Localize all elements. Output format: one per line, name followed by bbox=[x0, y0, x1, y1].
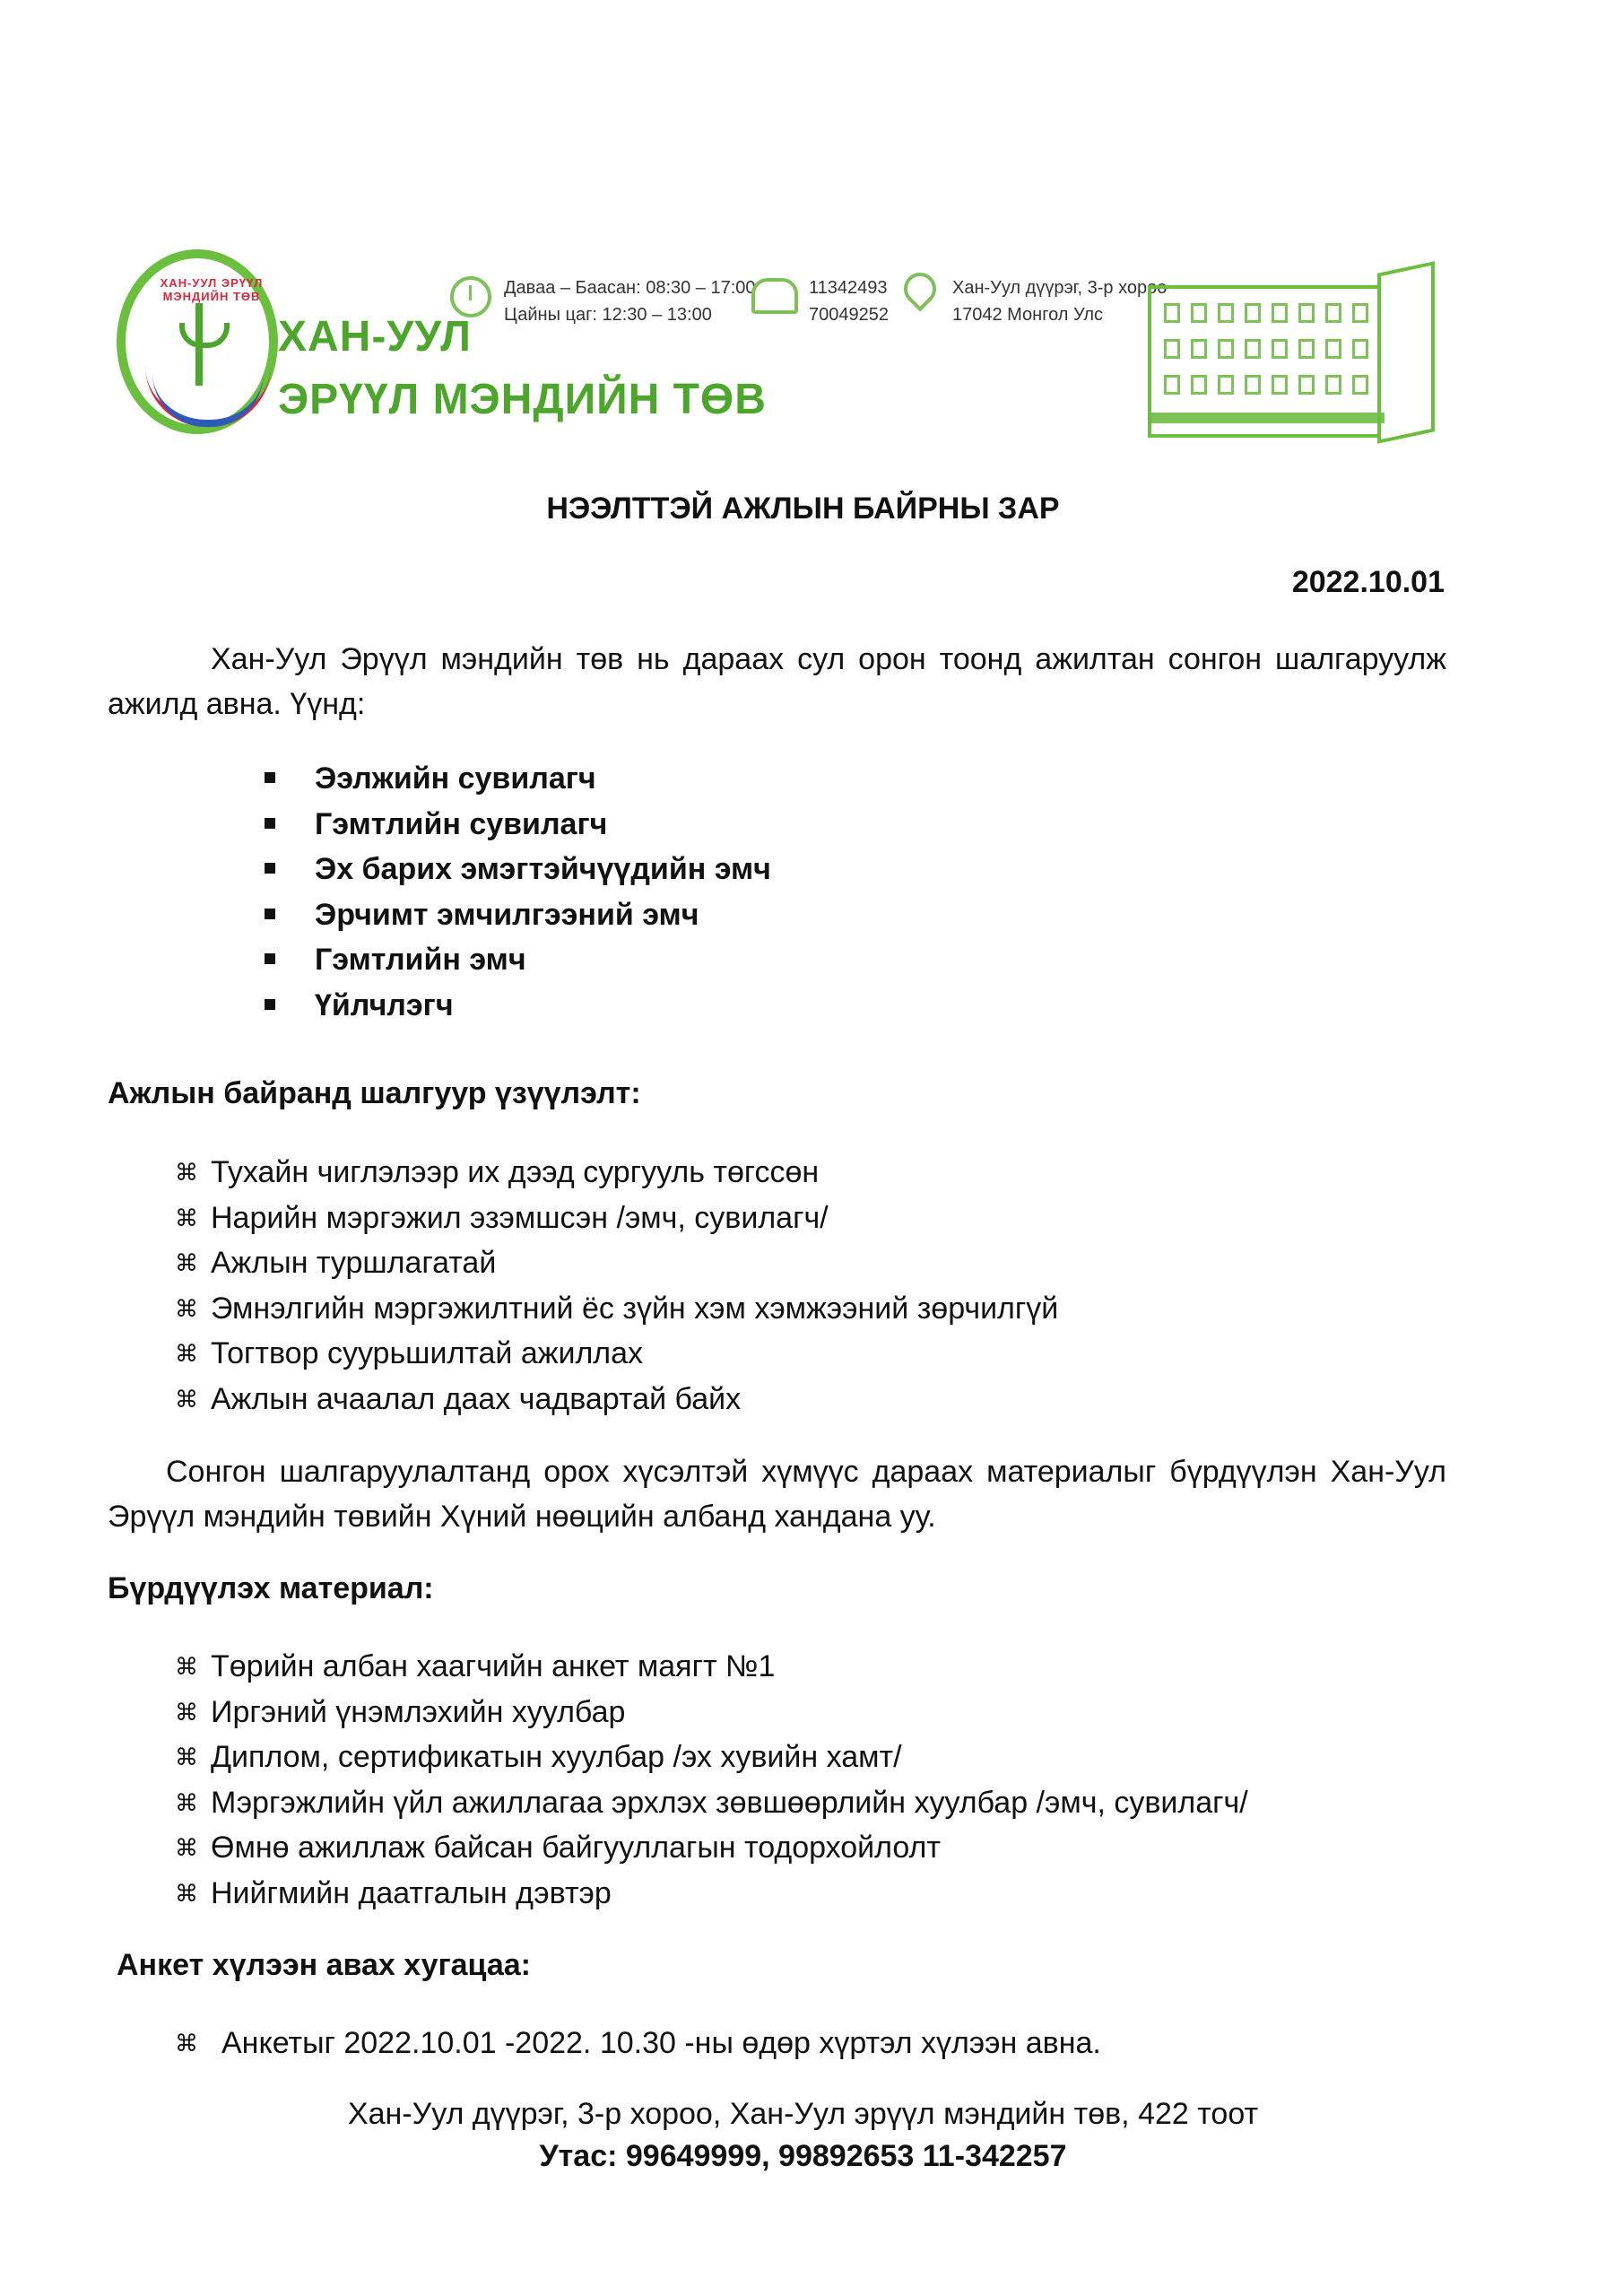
building-window bbox=[1298, 375, 1315, 395]
building-window bbox=[1164, 339, 1180, 359]
star-bullet-icon: ⌘ bbox=[175, 1698, 198, 1726]
list-item: Эрчимт эмчилгээний эмч bbox=[265, 892, 771, 938]
list-item: Гэмтлийн сувилагч bbox=[265, 802, 771, 848]
star-bullet-icon: ⌘ bbox=[175, 1249, 198, 1276]
requirements-heading: Ажлын байранд шалгуур үзүүлэлт: bbox=[108, 1076, 641, 1110]
hours-info bbox=[504, 274, 756, 328]
location-pin-icon bbox=[898, 266, 943, 312]
building-window bbox=[1245, 303, 1261, 323]
list-item: ⌘ Нийгмийн даатгалын дэвтэр bbox=[175, 1871, 1248, 1917]
footer-address: Хан-Уул дүүрэг, 3-р хороо, Хан-Уул эрүүл мэндийн төв, 422 тоот bbox=[347, 2097, 1259, 2131]
square-bullet-icon bbox=[265, 909, 275, 919]
phone-icon bbox=[751, 278, 798, 314]
building-window bbox=[1191, 303, 1207, 323]
clock-icon bbox=[450, 276, 491, 317]
list-item: ⌘ Өмнө ажиллаж байсан байгууллагын тодорхойлолт bbox=[175, 1825, 1248, 1871]
logo bbox=[117, 249, 278, 434]
logo-bowl bbox=[179, 323, 230, 348]
footer-phone: Утас: 99649999, 99892653 11-342257 bbox=[539, 2139, 1067, 2173]
star-bullet-icon: ⌘ bbox=[175, 1385, 198, 1413]
brand-name-line2: ЭРҮҮЛ МЭНДИЙН ТӨВ bbox=[278, 376, 767, 423]
instructions-paragraph: Сонгон шалгаруулалтанд орох хүсэлтэй хүмүүс дараах материалыг бүрдүүлэн Хан-Уул Эрүүл мэндийн төвийн Хүний нөөцийн албанд хандана уу. bbox=[108, 1455, 1446, 1534]
address-line2: 17042 Монгол Улс bbox=[952, 305, 1104, 325]
list-item: ⌘ Мэргэжлийн үйл ажиллагаа эрхлэх зөвшөөрлийн хуулбар /эмч, сувилагч/ bbox=[175, 1780, 1248, 1826]
materials-list bbox=[175, 1644, 1248, 1916]
phone-info bbox=[809, 274, 889, 328]
header-banner bbox=[108, 231, 1448, 456]
building-window bbox=[1272, 375, 1288, 395]
square-bullet-icon bbox=[265, 818, 275, 829]
building-sign-band bbox=[1151, 413, 1385, 423]
star-bullet-icon: ⌘ bbox=[175, 1744, 198, 1770]
star-bullet-icon: ⌘ bbox=[175, 1788, 198, 1816]
list-item: ⌘ Нарийн мэргэжил эзэмшсэн /эмч, сувилагч/ bbox=[175, 1196, 1058, 1241]
phone-line2: 70049252 bbox=[809, 305, 889, 325]
star-bullet-icon: ⌘ bbox=[175, 1653, 198, 1680]
square-bullet-icon bbox=[265, 772, 275, 783]
star-bullet-icon: ⌘ bbox=[175, 1159, 198, 1186]
star-bullet-icon: ⌘ bbox=[175, 1204, 198, 1231]
building-window bbox=[1245, 339, 1261, 359]
building-window bbox=[1272, 339, 1288, 359]
list-item: ⌘ Ажлын ачаалал даах чадвартай байх bbox=[175, 1377, 1058, 1422]
star-bullet-icon: ⌘ bbox=[175, 1879, 198, 1907]
star-bullet-icon: ⌘ bbox=[175, 1340, 198, 1367]
building-window bbox=[1298, 303, 1315, 323]
list-item: Гэмтлийн эмч bbox=[265, 937, 771, 983]
address-info bbox=[952, 274, 1167, 328]
building-window bbox=[1218, 303, 1234, 323]
building-window bbox=[1325, 339, 1341, 359]
building-window bbox=[1164, 375, 1180, 395]
logo-ring-text: ХАН-УУЛ ЭРҮҮЛ МЭНДИЙН ТӨВ bbox=[160, 276, 264, 303]
square-bullet-icon bbox=[265, 953, 275, 964]
list-item: Эх барих эмэгтэйчүүдийн эмч bbox=[265, 847, 771, 892]
building-window bbox=[1218, 339, 1234, 359]
list-item: Үйлчлэгч bbox=[265, 983, 771, 1029]
intro-paragraph: Хан-Уул Эрүүл мэндийн төв нь дараах сул орон тоонд ажилтан сонгон шалгаруулж ажилд авна. Үүнд: bbox=[108, 642, 1446, 721]
building-window bbox=[1191, 339, 1207, 359]
list-item: ⌘ Иргэний үнэмлэхийн хуулбар bbox=[175, 1690, 1248, 1735]
building-side bbox=[1377, 261, 1435, 444]
announcement-date: 2022.10.01 bbox=[1291, 565, 1445, 599]
square-bullet-icon bbox=[265, 863, 275, 874]
logo-blue-arc bbox=[152, 373, 264, 427]
list-item: ⌘ Анкетыг 2022.10.01 -2022. 10.30 -ны өдөр хүртэл хүлээн авна. bbox=[175, 2021, 1101, 2066]
building-window bbox=[1352, 339, 1368, 359]
list-item: ⌘ Ажлын туршлагатай bbox=[175, 1240, 1058, 1286]
deadline-list bbox=[175, 2021, 1101, 2066]
building-front bbox=[1148, 285, 1381, 438]
building-illustration bbox=[1148, 258, 1439, 438]
phone-line1: 11342493 bbox=[809, 278, 888, 298]
building-window bbox=[1298, 339, 1315, 359]
square-bullet-icon bbox=[265, 999, 275, 1010]
hours-line1: Даваа – Баасан: 08:30 – 17:00 bbox=[504, 278, 756, 298]
building-window bbox=[1191, 375, 1207, 395]
building-window bbox=[1352, 375, 1368, 395]
star-bullet-icon: ⌘ bbox=[175, 2030, 198, 2057]
building-window bbox=[1272, 303, 1288, 323]
deadline-heading: Анкет хүлээн авах хугацаа: bbox=[117, 1948, 532, 1982]
hours-line2: Цайны цаг: 12:30 – 13:00 bbox=[504, 305, 712, 325]
building-window bbox=[1352, 303, 1368, 323]
building-window bbox=[1218, 375, 1234, 395]
address-line1: Хан-Уул дүүрэг, 3-р хороо bbox=[952, 278, 1168, 298]
star-bullet-icon: ⌘ bbox=[175, 1834, 198, 1861]
building-window bbox=[1164, 303, 1180, 323]
building-window bbox=[1245, 375, 1261, 395]
building-window bbox=[1325, 303, 1341, 323]
list-item: ⌘ Тухайн чиглэлээр их дээд сургууль төгссөн bbox=[175, 1150, 1058, 1196]
star-bullet-icon: ⌘ bbox=[175, 1294, 198, 1322]
list-item: ⌘ Тогтвор суурьшилтай ажиллах bbox=[175, 1331, 1058, 1377]
list-item: ⌘ Төрийн албан хаагчийн анкет маягт №1 bbox=[175, 1644, 1248, 1690]
materials-heading: Бүрдүүлэх материал: bbox=[108, 1571, 434, 1605]
positions-list bbox=[265, 756, 771, 1028]
requirements-list bbox=[175, 1150, 1058, 1422]
brand-name-line1: ХАН-УУЛ bbox=[278, 313, 472, 361]
building-window bbox=[1325, 375, 1341, 395]
list-item: ⌘ Диплом, сертификатын хуулбар /эх хувийн хамт/ bbox=[175, 1735, 1248, 1780]
list-item: ⌘ Эмнэлгийн мэргэжилтний ёс зүйн хэм хэмжээний зөрчилгүй bbox=[175, 1286, 1058, 1332]
page-title: НЭЭЛТТЭЙ АЖЛЫН БАЙРНЫ ЗАР bbox=[546, 491, 1060, 526]
list-item: Ээлжийн сувилагч bbox=[265, 756, 771, 802]
